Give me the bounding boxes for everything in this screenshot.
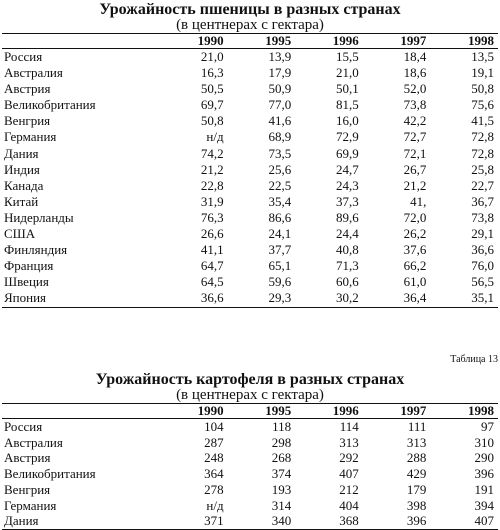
value-cell: 313 bbox=[406, 434, 427, 450]
value-cell: 24,7 bbox=[336, 161, 359, 177]
value-cell: 21,0 bbox=[200, 49, 224, 64]
header-year: 1997 bbox=[363, 34, 431, 49]
value-cell: 18,6 bbox=[403, 65, 427, 81]
value-cell: 64,7 bbox=[200, 258, 224, 274]
country-cell: Германия bbox=[4, 129, 57, 145]
value-cell: 191 bbox=[474, 481, 494, 497]
value-cell: 74,2 bbox=[200, 145, 224, 161]
value-cell: 73,8 bbox=[403, 97, 427, 113]
table-row bbox=[2, 162, 498, 178]
table-row bbox=[2, 97, 498, 113]
country-cell: США bbox=[4, 226, 36, 242]
value-cell: 29,1 bbox=[471, 226, 494, 242]
value-cell: 22,5 bbox=[268, 177, 292, 193]
value-cell: 268 bbox=[271, 450, 292, 466]
table-number-label: Таблица 13 bbox=[450, 354, 498, 365]
country-cell: Великобритания bbox=[4, 466, 96, 482]
value-cell: 19,1 bbox=[471, 65, 494, 81]
value-cell: 298 bbox=[271, 434, 292, 450]
table-row bbox=[2, 146, 498, 162]
value-cell: 22,8 bbox=[200, 177, 224, 193]
value-cell: 36,7 bbox=[471, 193, 494, 209]
header-year: 1996 bbox=[295, 404, 363, 419]
value-cell: 290 bbox=[474, 450, 494, 466]
table-row bbox=[2, 81, 498, 97]
wheat-yield-table bbox=[2, 33, 498, 308]
value-cell: 35,1 bbox=[430, 290, 498, 307]
value-cell: 18,4 bbox=[403, 49, 427, 64]
potato-yield-table bbox=[2, 403, 498, 530]
potato-table-subtitle: (в центнерах с гектара) bbox=[176, 387, 324, 403]
value-cell: 17,9 bbox=[268, 65, 292, 81]
value-cell: 340 bbox=[228, 513, 296, 529]
value-cell: 22,7 bbox=[471, 177, 494, 193]
value-cell: 248 bbox=[204, 450, 224, 466]
value-cell: 179 bbox=[406, 481, 427, 497]
value-cell: 104 bbox=[204, 419, 224, 434]
value-cell: 31,9 bbox=[200, 193, 224, 209]
country-cell: Дания bbox=[2, 513, 160, 529]
value-cell: 69,9 bbox=[336, 145, 359, 161]
value-cell: 21,0 bbox=[336, 65, 359, 81]
country-cell: Россия bbox=[4, 49, 43, 64]
value-cell: 41,1 bbox=[200, 242, 224, 258]
header-year: 1998 bbox=[430, 34, 498, 49]
country-cell: Индия bbox=[4, 161, 40, 177]
table-row bbox=[2, 466, 498, 482]
value-cell: 15,5 bbox=[336, 49, 359, 64]
value-cell: 36,6 bbox=[471, 242, 494, 258]
value-cell: 30,2 bbox=[295, 290, 363, 307]
table-row bbox=[2, 513, 498, 529]
header-country bbox=[2, 404, 160, 419]
header-year: 1997 bbox=[363, 404, 431, 419]
table-row bbox=[2, 274, 498, 290]
wheat-section bbox=[0, 2, 500, 308]
value-cell: 26,6 bbox=[200, 226, 224, 242]
table-row bbox=[2, 113, 498, 129]
value-cell: 72,0 bbox=[403, 209, 427, 225]
value-cell: 26,2 bbox=[403, 226, 427, 242]
value-cell: 25,8 bbox=[471, 161, 494, 177]
value-cell: 50,9 bbox=[268, 81, 292, 97]
value-cell: 21,2 bbox=[403, 177, 427, 193]
value-cell: 50,1 bbox=[336, 81, 359, 97]
value-cell: 24,3 bbox=[336, 177, 359, 193]
value-cell: 50,5 bbox=[200, 81, 224, 97]
value-cell: 72,8 bbox=[471, 129, 494, 145]
value-cell: 69,7 bbox=[200, 97, 224, 113]
value-cell: 13,9 bbox=[268, 49, 292, 64]
country-cell: Германия bbox=[4, 497, 57, 513]
value-cell: 278 bbox=[204, 481, 224, 497]
value-cell: 50,8 bbox=[200, 113, 224, 129]
value-cell: 374 bbox=[271, 466, 292, 482]
header-year: 1995 bbox=[228, 34, 296, 49]
header-country bbox=[2, 34, 160, 49]
header-year: 1990 bbox=[160, 34, 228, 49]
value-cell: 59,6 bbox=[268, 274, 292, 290]
wheat-table-title: Урожайность пшеницы в разных странах bbox=[99, 1, 401, 18]
country-cell: Швеция bbox=[4, 274, 49, 290]
country-cell: Канада bbox=[4, 177, 44, 193]
value-cell: 41,6 bbox=[268, 113, 292, 129]
value-cell: 73,8 bbox=[471, 209, 494, 225]
potato-section bbox=[0, 372, 500, 530]
table-row bbox=[2, 178, 498, 194]
country-cell: Япония bbox=[2, 290, 160, 307]
value-cell: 429 bbox=[406, 466, 427, 482]
value-cell: 364 bbox=[204, 466, 224, 482]
header-year: 1998 bbox=[430, 404, 498, 419]
country-cell: Нидерланды bbox=[4, 209, 74, 225]
value-cell: 37,6 bbox=[403, 242, 427, 258]
value-cell: 193 bbox=[271, 481, 292, 497]
value-cell: 111 bbox=[407, 419, 427, 434]
table-row bbox=[2, 258, 498, 274]
table-row bbox=[2, 226, 498, 242]
country-cell: Франция bbox=[4, 258, 54, 274]
value-cell: 16,3 bbox=[200, 65, 224, 81]
value-cell: 292 bbox=[339, 450, 359, 466]
value-cell: 368 bbox=[295, 513, 363, 529]
table-row bbox=[2, 65, 498, 81]
value-cell: 310 bbox=[474, 434, 494, 450]
value-cell: 66,2 bbox=[403, 258, 427, 274]
value-cell: 50,8 bbox=[471, 81, 494, 97]
value-cell: 37,3 bbox=[336, 193, 359, 209]
table-row bbox=[2, 49, 498, 66]
value-cell: 396 bbox=[474, 466, 494, 482]
value-cell: 407 bbox=[339, 466, 359, 482]
value-cell: 73,5 bbox=[268, 145, 292, 161]
table-row bbox=[2, 498, 498, 514]
country-cell: Австрия bbox=[4, 450, 51, 466]
value-cell: 24,1 bbox=[268, 226, 292, 242]
table-row bbox=[2, 482, 498, 498]
country-cell: Венгрия bbox=[4, 113, 51, 129]
value-cell: 371 bbox=[160, 513, 228, 529]
value-cell: 26,7 bbox=[403, 161, 427, 177]
header-year: 1990 bbox=[160, 404, 228, 419]
value-cell: 36,4 bbox=[363, 290, 431, 307]
country-cell: Австрия bbox=[4, 81, 51, 97]
value-cell: 76,0 bbox=[471, 258, 494, 274]
value-cell: 41, bbox=[410, 193, 427, 209]
value-cell: 13,5 bbox=[471, 49, 494, 64]
value-cell: 72,1 bbox=[403, 145, 427, 161]
header-year: 1996 bbox=[295, 34, 363, 49]
country-cell: Россия bbox=[4, 419, 43, 434]
country-cell: Австралия bbox=[4, 434, 63, 450]
country-cell: Финляндия bbox=[4, 242, 68, 258]
value-cell: 313 bbox=[339, 434, 359, 450]
value-cell: 71,3 bbox=[336, 258, 359, 274]
value-cell: 398 bbox=[406, 497, 427, 513]
value-cell: 35,4 bbox=[268, 193, 292, 209]
value-cell: 72,9 bbox=[336, 129, 359, 145]
table-row bbox=[2, 194, 498, 210]
value-cell: 76,3 bbox=[200, 209, 224, 225]
value-cell: н/д bbox=[206, 129, 224, 145]
value-cell: 25,6 bbox=[268, 161, 292, 177]
value-cell: 41,5 bbox=[471, 113, 494, 129]
value-cell: 65,1 bbox=[268, 258, 292, 274]
value-cell: 68,9 bbox=[268, 129, 292, 145]
country-cell: Венгрия bbox=[4, 481, 51, 497]
value-cell: н/д bbox=[206, 497, 224, 513]
country-cell: Дания bbox=[4, 145, 39, 161]
value-cell: 81,5 bbox=[336, 97, 359, 113]
table-header-row bbox=[2, 404, 498, 419]
value-cell: 37,7 bbox=[268, 242, 292, 258]
value-cell: 72,7 bbox=[403, 129, 427, 145]
table-row bbox=[2, 129, 498, 145]
value-cell: 404 bbox=[339, 497, 359, 513]
value-cell: 287 bbox=[204, 434, 224, 450]
value-cell: 86,6 bbox=[268, 209, 292, 225]
value-cell: 36,6 bbox=[160, 290, 228, 307]
value-cell: 77,0 bbox=[268, 97, 292, 113]
table-row bbox=[2, 435, 498, 451]
value-cell: 60,6 bbox=[336, 274, 359, 290]
value-cell: 314 bbox=[271, 497, 292, 513]
value-cell: 16,0 bbox=[336, 113, 359, 129]
value-cell: 21,2 bbox=[200, 161, 224, 177]
wheat-table-subtitle: (в центнерах с гектара) bbox=[176, 17, 324, 33]
value-cell: 89,6 bbox=[336, 209, 359, 225]
value-cell: 212 bbox=[339, 481, 359, 497]
table-header-row bbox=[2, 34, 498, 49]
value-cell: 24,4 bbox=[336, 226, 359, 242]
potato-table-title: Урожайность картофеля в разных странах bbox=[95, 371, 405, 388]
value-cell: 56,5 bbox=[471, 274, 494, 290]
header-year: 1995 bbox=[228, 404, 296, 419]
table-row bbox=[2, 450, 498, 466]
value-cell: 288 bbox=[406, 450, 427, 466]
value-cell: 52,0 bbox=[403, 81, 427, 97]
value-cell: 75,6 bbox=[471, 97, 494, 113]
value-cell: 42,2 bbox=[403, 113, 427, 129]
value-cell: 29,3 bbox=[228, 290, 296, 307]
country-cell: Великобритания bbox=[4, 97, 96, 113]
value-cell: 394 bbox=[474, 497, 494, 513]
value-cell: 72,8 bbox=[471, 145, 494, 161]
value-cell: 118 bbox=[272, 419, 292, 434]
value-cell: 61,0 bbox=[403, 274, 427, 290]
table-row bbox=[2, 419, 498, 435]
value-cell: 407 bbox=[430, 513, 498, 529]
country-cell: Австралия bbox=[4, 65, 63, 81]
table-row bbox=[2, 242, 498, 258]
value-cell: 40,8 bbox=[336, 242, 359, 258]
table-row bbox=[2, 210, 498, 226]
value-cell: 396 bbox=[363, 513, 431, 529]
value-cell: 114 bbox=[339, 419, 359, 434]
table-row bbox=[2, 290, 498, 307]
country-cell: Китай bbox=[4, 193, 39, 209]
value-cell: 64,5 bbox=[200, 274, 224, 290]
value-cell: 97 bbox=[481, 419, 494, 434]
